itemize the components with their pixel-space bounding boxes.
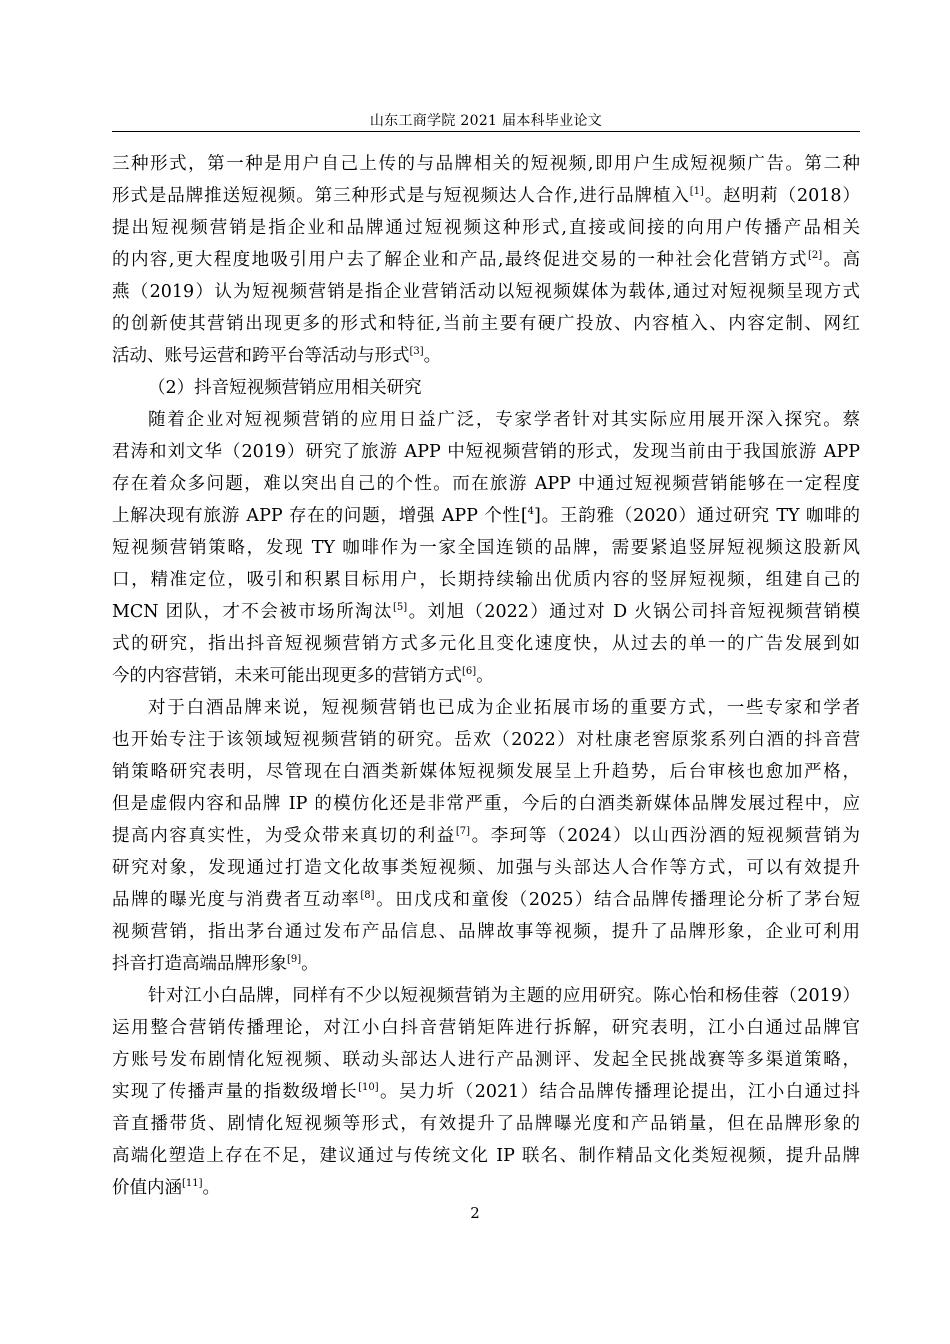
line-text: 存在着众多问题，难以突出自己的个性。而在旅游 APP 中通过短视频营销能够在一定程度 xyxy=(112,474,860,494)
line-text: 对于白酒品牌来说，短视频营销也已成为企业拓展市场的重要方式，一些专家和学者 xyxy=(148,698,860,718)
text-line xyxy=(112,468,860,500)
text-line xyxy=(112,692,860,724)
page-header: 山东工商学院 2021 届本科毕业论文 xyxy=(369,113,603,129)
line-text: 君涛和刘文华（2019）研究了旅游 APP 中短视频营销的形式，发现当前由于我国旅游 APP xyxy=(112,442,860,462)
line-text-tail: 。 xyxy=(423,346,442,366)
text-line xyxy=(112,436,860,468)
text-line xyxy=(112,564,860,596)
text-line xyxy=(112,724,860,756)
line-text: 视频营销，指出茅台通过发布产品信息、品牌故事等视频，提升了品牌形象，企业可利用 xyxy=(112,922,860,942)
text-line xyxy=(112,148,860,180)
line-text-tail: 。赵明莉（2018） xyxy=(703,186,860,206)
text-line xyxy=(112,916,860,948)
text-line xyxy=(112,1108,860,1140)
text-line xyxy=(112,980,860,1012)
line-text: MCN 团队，才不会被市场所淘汰 xyxy=(112,602,393,622)
line-text: 短视频营销策略，发现 TY 咖啡作为一家全国连锁的品牌，需要紧追竖屏短视频这股新风 xyxy=(112,538,860,558)
text-line xyxy=(112,500,860,532)
line-text: 活动、账号运营和跨平台等活动与形式 xyxy=(112,346,410,366)
citation-superscript: [3] xyxy=(409,346,424,358)
citation-superscript: [1] xyxy=(689,186,704,198)
citation-superscript: [7] xyxy=(455,826,471,838)
line-text: 的创新使其营销出现更多的形式和特征,当前主要有硬广投放、内容植入、内容定制、网红 xyxy=(112,314,860,334)
line-text: 也开始专注于该领域短视频营销的研究。岳欢（2022）对杜康老窖原浆系列白酒的抖音营 xyxy=(112,730,860,750)
text-line xyxy=(112,532,860,564)
line-text: 音直播带货、剧情化短视频等形式，有效提升了品牌曝光度和产品销量，但在品牌形象的 xyxy=(112,1114,860,1134)
line-text-tail: 。田戊戌和童俊（2025）结合品牌传播理论分析了茅台短 xyxy=(374,890,860,910)
text-line xyxy=(112,1076,860,1108)
citation-superscript: [5] xyxy=(392,602,408,614)
citation-superscript: [8] xyxy=(360,890,375,902)
citation-superscript: [6] xyxy=(462,666,477,678)
line-text: 上解决现有旅游 APP 存在的问题，增强 APP 个性[ xyxy=(112,506,528,526)
line-text-tail: ]。王韵雅（2020）通过研究 TY 咖啡的 xyxy=(534,506,860,526)
line-text: 抖音打造高端品牌形象 xyxy=(112,954,287,974)
line-text-tail: 。高 xyxy=(822,250,860,270)
citation-superscript: 4 xyxy=(527,506,535,518)
line-text: 品牌的曝光度与消费者互动率 xyxy=(112,890,361,910)
citation-superscript: [11] xyxy=(182,1178,203,1190)
line-text: 三种形式，第一种是用户自己上传的与品牌相关的短视频,即用户生成短视频广告。第二种 xyxy=(112,154,860,174)
line-text: 的内容,更大程度地吸引用户去了解企业和产品,最终促进交易的一种社会化营销方式 xyxy=(112,250,808,270)
line-text: 提出短视频营销是指企业和品牌通过短视频这种形式,直接或间接的向用户传播产品相关 xyxy=(112,218,860,238)
header-rule xyxy=(112,131,860,132)
line-text: 口，精准定位，吸引和积累目标用户，长期持续输出优质内容的竖屏短视频，组建自己的 xyxy=(112,570,860,590)
line-text-tail: 。吴力圻（2021）结合品牌传播理论提出，江小白通过抖 xyxy=(378,1082,860,1102)
text-line xyxy=(112,852,860,884)
text-line xyxy=(112,244,860,276)
text-line xyxy=(112,1172,860,1204)
text-line xyxy=(112,660,860,692)
line-text-tail: 。 xyxy=(202,1178,221,1198)
line-text-tail: 。 xyxy=(476,666,494,686)
line-text: 随着企业对短视频营销的应用日益广泛，专家学者针对其实际应用展开深入探究。蔡 xyxy=(148,410,860,430)
text-line xyxy=(112,372,860,404)
text-line xyxy=(112,628,860,660)
line-text: 提高内容真实性，为受众带来真切的利益 xyxy=(112,826,456,846)
citation-superscript: [2] xyxy=(807,250,823,262)
page-number: 2 xyxy=(470,1204,480,1222)
line-text: 高端化塑造上存在不足，建议通过与传统文化 IP 联名、制作精品文化类短视频，提升品牌 xyxy=(112,1146,860,1166)
line-text: 实现了传播声量的指数级增长 xyxy=(112,1082,359,1102)
document-body xyxy=(112,148,860,1204)
line-text: 研究对象，发现通过打造文化故事类短视频、加强与头部达人合作等方式，可以有效提升 xyxy=(112,858,860,878)
citation-superscript: [9] xyxy=(287,954,302,966)
text-line xyxy=(112,596,860,628)
text-line xyxy=(112,756,860,788)
text-line xyxy=(112,404,860,436)
line-text: 价值内涵 xyxy=(112,1178,182,1198)
text-line xyxy=(112,948,860,980)
text-line xyxy=(112,884,860,916)
text-line xyxy=(112,212,860,244)
text-line xyxy=(112,1140,860,1172)
text-line xyxy=(112,1044,860,1076)
text-line xyxy=(112,820,860,852)
line-text: 形式是品牌推送短视频。第三种形式是与短视频达人合作,进行品牌植入 xyxy=(112,186,690,206)
text-line xyxy=(112,1012,860,1044)
line-text-tail: 。李珂等（2024）以山西汾酒的短视频营销为 xyxy=(470,826,860,846)
line-text: 销策略研究表明，尽管现在白酒类新媒体短视频发展呈上升趋势，后台审核也愈加严格， xyxy=(112,762,860,782)
line-text-tail: 。 xyxy=(301,954,319,974)
line-text: 运用整合营销传播理论，对江小白抖音营销矩阵进行拆解，研究表明，江小白通过品牌官 xyxy=(112,1018,860,1038)
text-line xyxy=(112,276,860,308)
line-text: 今的内容营销，未来可能出现更多的营销方式 xyxy=(112,666,462,686)
line-text: 式的研究，指出抖音短视频营销方式多元化且变化速度快，从过去的单一的广告发展到如 xyxy=(112,634,860,654)
citation-superscript: [10] xyxy=(358,1082,379,1094)
line-text: 针对江小白品牌，同样有不少以短视频营销为主题的应用研究。陈心怡和杨佳蓉（2019） xyxy=(148,986,860,1006)
text-line xyxy=(112,180,860,212)
line-text-tail: 。刘旭（2022）通过对 D 火锅公司抖音短视频营销模 xyxy=(407,602,860,622)
text-line xyxy=(112,788,860,820)
text-line xyxy=(112,308,860,340)
line-text: （2）抖音短视频营销应用相关研究 xyxy=(148,378,422,398)
text-line xyxy=(112,340,860,372)
line-text: 燕（2019）认为短视频营销是指企业营销活动以短视频媒体为载体,通过对短视频呈现方式 xyxy=(112,282,860,302)
line-text: 但是虚假内容和品牌 IP 的模仿化还是非常严重，今后的白酒类新媒体品牌发展过程中，应 xyxy=(112,794,860,814)
line-text: 方账号发布剧情化短视频、联动头部达人进行产品测评、发起全民挑战赛等多渠道策略， xyxy=(112,1050,860,1070)
